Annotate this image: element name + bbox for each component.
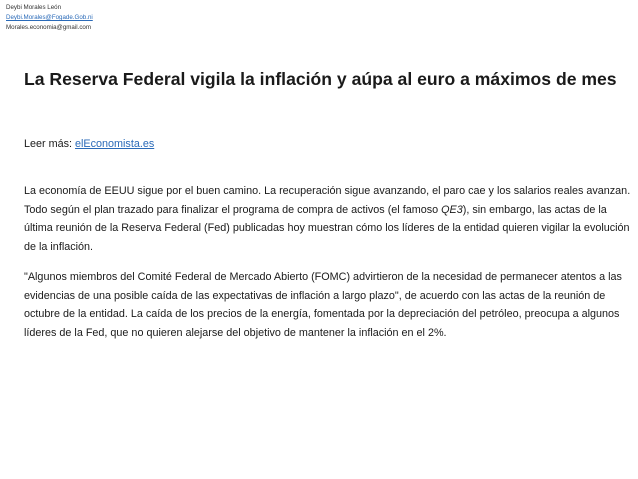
- author-info: [6, 3, 93, 33]
- article-title: La Reserva Federal vigila la inflación y aúpa al euro a máximos de mes: [24, 69, 617, 89]
- paragraph-1-text-a: La economía de EEUU sigue por el buen camino. La recuperación sigue avanzando, el paro cae y los salarios reales avanzan. Todo según el plan trazado para finalizar el programa de compra de activos (el famoso: [24, 185, 631, 216]
- source-link[interactable]: elEconomista.es: [75, 138, 155, 150]
- author-email-link[interactable]: Deybi.Morales@Fogade.Gob.ni: [6, 14, 93, 21]
- article-paragraph-2: "Algunos miembros del Comité Federal de Mercado Abierto (FOMC) advirtieron de la necesidad de permanecer atentos a las evidencias de una posible caída de las expectativas de inflación a largo plazo", de acuerdo con las actas de la reunión de octubre de la entidad. La caída de los precios de la energía, fomentada por la depreciación del petróleo, preocupa a algunos líderes de la Fed, que no quieren alejarse del objetivo de mantener la inflación en el 2%.: [24, 271, 622, 339]
- paragraph-1-text-b: ), sin embargo, las actas de la última reunión de la Reserva Federal (Fed) publicadas hoy muestran cómo los líderes de la entidad quieren vigilar la evolución de la inflación.: [24, 203, 630, 253]
- author-name: Deybi Morales León: [6, 4, 62, 11]
- author-email-secondary: Morales.economia@gmail.com: [6, 24, 92, 31]
- article-paragraph-1: [24, 182, 632, 256]
- read-more-label: Leer más:: [24, 138, 76, 150]
- read-more-line: [24, 136, 154, 152]
- paragraph-1-emphasis: QE3: [441, 203, 463, 216]
